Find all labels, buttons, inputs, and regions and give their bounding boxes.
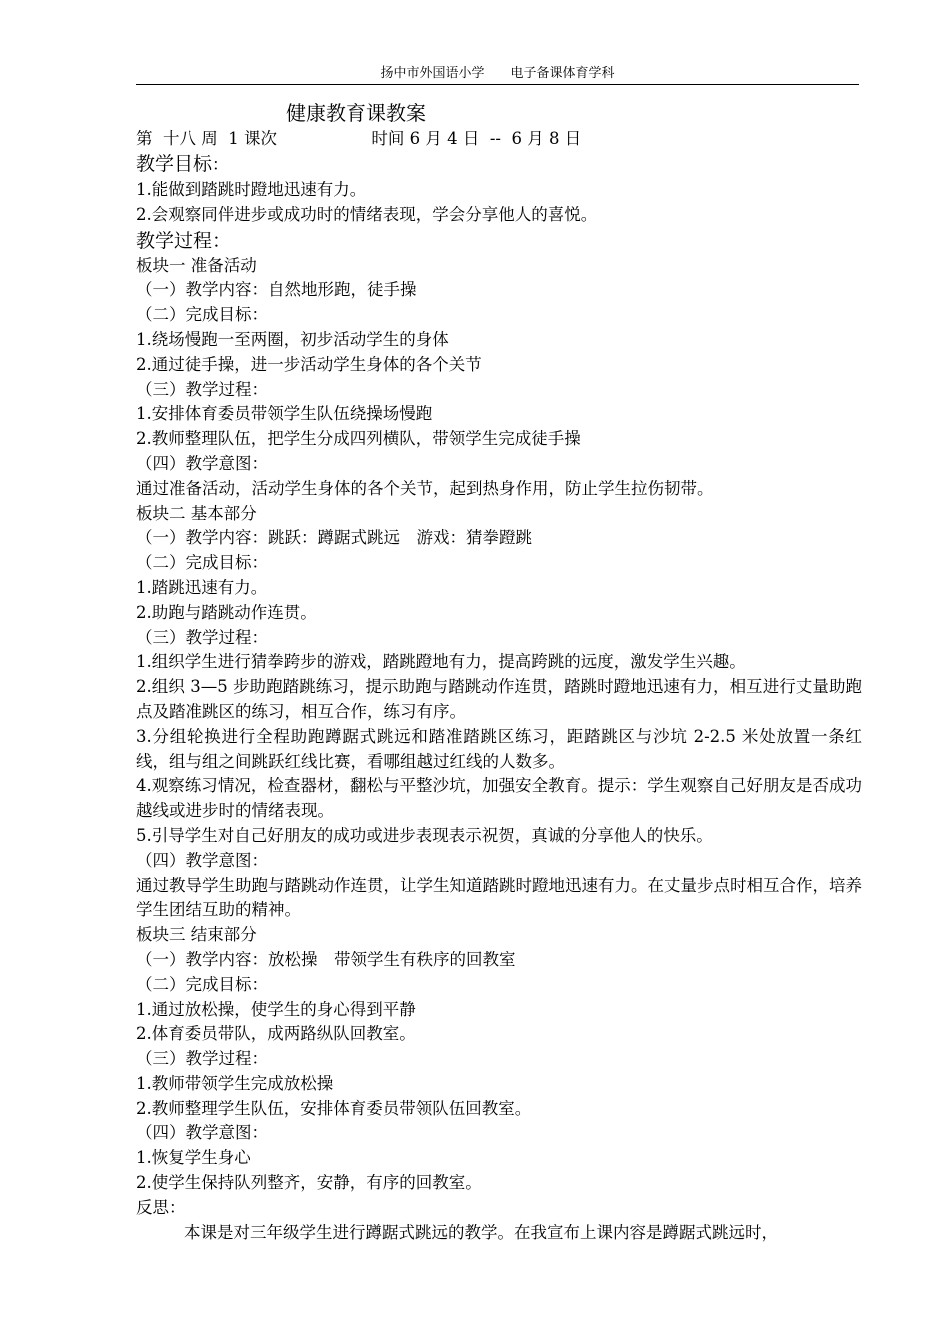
block1-process-label: （三）教学过程： [136,379,268,399]
block3-intent-item: 2.使学生保持队列整齐，安静，有序的回教室。 [136,1173,482,1193]
block3-goal-item: 1.通过放松操，使学生的身心得到平静 [136,999,416,1019]
block2-goal-label: （二）完成目标： [136,553,268,573]
block1-content: （一）教学内容：自然地形跑，徒手操 [136,280,417,300]
block1-goal-item: 1.绕场慢跑一至两圈，初步活动学生的身体 [136,329,449,349]
goal-item: 1.能做到踏跳时蹬地迅速有力。 [136,180,367,199]
block2-intent: 通过教导学生助跑与踏跳动作连贯，让学生知道踏跳时蹬地迅速有力。在丈量步点时相互合作，培养学生团结互助的精神。 [136,875,862,920]
week-and-date-line: 第 十八 周 1 课次 时间 6 月 4 日 -- 6 月 8 日 [136,129,582,148]
block3-content: （一）教学内容：放松操 带领学生有秩序的回教室 [136,949,516,969]
block2-process-item: 1.组织学生进行猜拳跨步的游戏，踏跳蹬地有力，提高跨跳的远度，激发学生兴趣。 [136,652,746,672]
lesson-plan-body [136,99,862,1245]
block2-process-label: （三）教学过程： [136,627,268,647]
block2-process-item: 4.观察练习情况，检查器材，翻松与平整沙坑，加强安全教育。提示：学生观察自己好朋友是否成功越线或进步时的情绪表现。 [136,776,862,821]
document-title: 健康教育课教案 [286,101,426,125]
block2-goal-item: 1.踏跳迅速有力。 [136,577,268,597]
block1-goal-label: （二）完成目标： [136,305,268,325]
block2-goal-item: 2.助跑与踏跳动作连贯。 [136,602,317,622]
block3-process-item: 1.教师带领学生完成放松操 [136,1073,334,1093]
block3-intent-item: 1.恢复学生身心 [136,1148,251,1168]
goal-item: 2.会观察同伴进步或成功时的情绪表现，学会分享他人的喜悦。 [136,204,598,224]
block1-goal-item: 2.通过徒手操，进一步活动学生身体的各个关节 [136,354,482,374]
block3-goal-label: （二）完成目标： [136,974,268,994]
block1-intent: 通过准备活动，活动学生身体的各个关节，起到热身作用，防止学生拉伤韧带。 [136,478,714,498]
block2-content: （一）教学内容：跳跃：蹲踞式跳远 游戏：猜拳蹬跳 [136,528,532,548]
reflection-label: 反思： [136,1197,186,1217]
block3-process-item: 2.教师整理学生队伍，安排体育委员带领队伍回教室。 [136,1098,532,1118]
block2-intent-label: （四）教学意图： [136,850,268,870]
reflection-text: 本课是对三年级学生进行蹲踞式跳远的教学。在我宣布上课内容是蹲踞式跳远时， [184,1222,778,1242]
block1-title: 板块一 准备活动 [136,255,257,275]
block3-intent-label: （四）教学意图： [136,1123,268,1143]
block2-process-item: 5.引导学生对自己好朋友的成功或进步表现表示祝贺，真诚的分享他人的快乐。 [136,825,713,845]
header-divider [136,84,859,85]
block3-title: 板块三 结束部分 [136,925,257,945]
block3-goal-item: 2.体育委员带队，成两路纵队回教室。 [136,1024,416,1044]
teaching-goals-heading-text: 教学目标 [136,153,213,175]
block1-process-item: 1.安排体育委员带领学生队伍绕操场慢跑 [136,404,433,424]
teaching-goals-heading [136,151,862,178]
block1-process-item: 2.教师整理队伍，把学生分成四列横队，带领学生完成徒手操 [136,429,581,449]
block2-process-item: 3.分组轮换进行全程助跑蹲踞式跳远和踏准踏跳区练习，距踏跳区与沙坑 2-2.5 米处放置一条红线，组与组之间跳跃红线比赛，看哪组越过红线的人数多。 [136,726,862,771]
block3-process-label: （三）教学过程： [136,1049,268,1069]
block2-process-item: 2.组织 3—5 步助跑踏跳练习，提示助跑与踏跳动作连贯，踏跳时蹬地迅速有力，相互进行丈量助跑点及踏准跳区的练习，相互合作，练习有序。 [136,677,862,721]
teaching-goals-heading-colon: ： [212,155,229,174]
block2-title: 板块二 基本部分 [136,503,257,523]
page-header: 扬中市外国语小学 电子备课体育学科 [380,66,615,81]
block1-intent-label: （四）教学意图： [136,453,268,473]
teaching-process-heading: 教学过程： [136,229,232,252]
